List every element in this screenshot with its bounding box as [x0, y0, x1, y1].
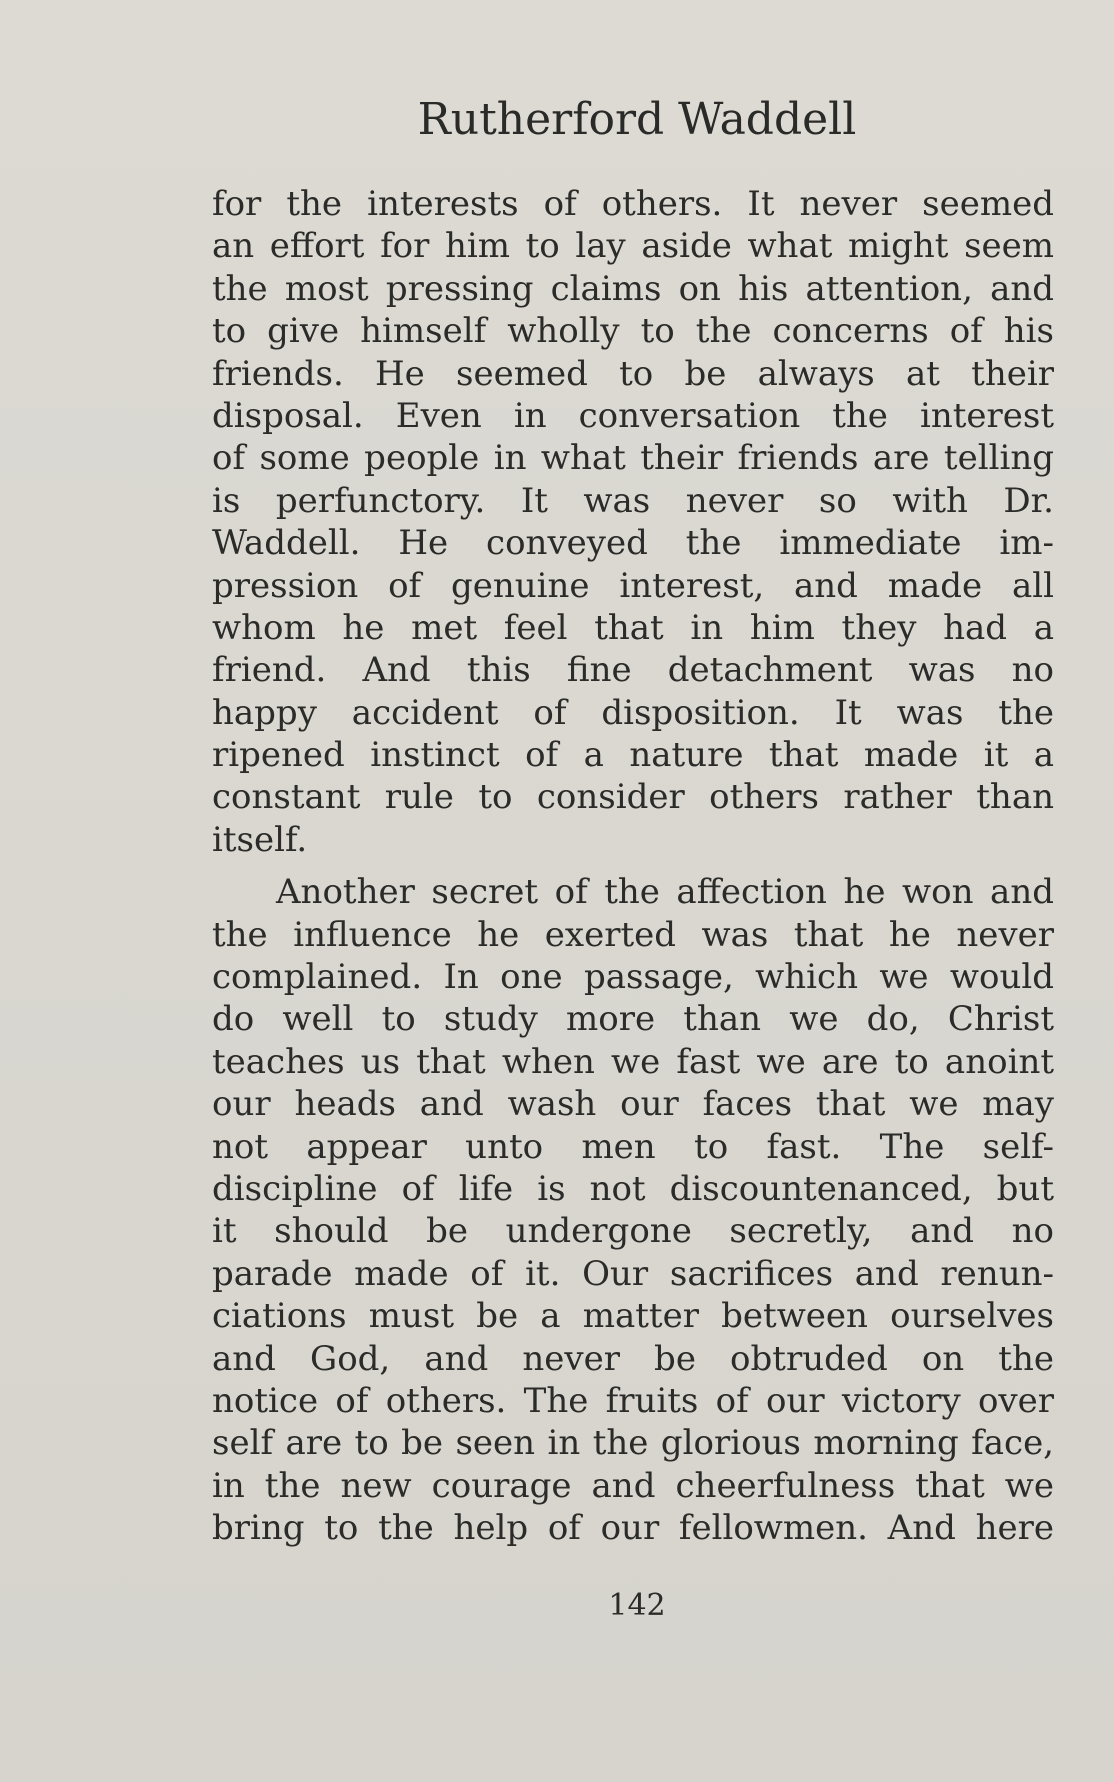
text-line: whom he met feel that in him they had a: [212, 607, 1054, 648]
text-line: bring to the help of our fellowmen. And here: [212, 1508, 1054, 1549]
text-line: in the new courage and cheerfulness that we: [212, 1465, 1054, 1506]
text-line: and God, and never be obtruded on the: [212, 1338, 1054, 1379]
paragraph-gap: [212, 861, 1054, 871]
text-line: is perfunctory. It was never so with Dr.: [212, 480, 1054, 521]
body-text: [212, 183, 1054, 1550]
paragraph-1: [212, 183, 1054, 861]
text-line: the most pressing claims on his attention, and: [212, 268, 1054, 309]
text-line: constant rule to consider others rather than: [212, 777, 1054, 818]
text-line: disposal. Even in conversation the interest: [212, 395, 1054, 436]
text-line: friends. He seemed to be always at their: [212, 353, 1054, 394]
text-line: Another secret of the affection he won and: [276, 872, 1054, 913]
text-line: an effort for him to lay aside what might seem: [212, 226, 1054, 267]
text-line: for the interests of others. It never seemed: [212, 184, 1054, 224]
text-line: it should be undergone secretly, and no: [212, 1211, 1054, 1252]
text-line: do well to study more than we do, Christ: [212, 999, 1054, 1040]
text-line: friend. And this fine detachment was no: [212, 650, 1054, 691]
text-line: ciations must be a matter between ourselves: [212, 1296, 1054, 1337]
text-line: pression of genuine interest, and made all: [212, 565, 1054, 606]
text-line: teaches us that when we fast we are to anoint: [212, 1041, 1054, 1082]
text-line: parade made of it. Our sacrifices and renun-: [212, 1253, 1054, 1294]
text-line: itself.: [212, 819, 308, 860]
text-line: of some people in what their friends are telling: [212, 438, 1054, 479]
text-line: Waddell. He conveyed the immediate im-: [212, 523, 1054, 564]
text-line: the influence he exerted was that he never: [212, 914, 1054, 955]
paragraph-2: [212, 871, 1054, 1549]
running-head: Rutherford Waddell: [417, 94, 857, 145]
page-number: 142: [608, 1588, 666, 1623]
text-line: self are to be seen in the glorious morning face,: [212, 1423, 1054, 1464]
text-line: complained. In one passage, which we would: [212, 957, 1054, 998]
text-line: notice of others. The fruits of our victory over: [212, 1380, 1054, 1421]
text-line: our heads and wash our faces that we may: [212, 1084, 1054, 1125]
text-line: ripened instinct of a nature that made it a: [212, 735, 1054, 776]
text-line: to give himself wholly to the concerns of his: [212, 311, 1054, 352]
text-line: discipline of life is not discountenanced, but: [212, 1168, 1054, 1209]
text-line: happy accident of disposition. It was the: [212, 692, 1054, 733]
text-line: not appear unto men to fast. The self-: [212, 1126, 1054, 1167]
